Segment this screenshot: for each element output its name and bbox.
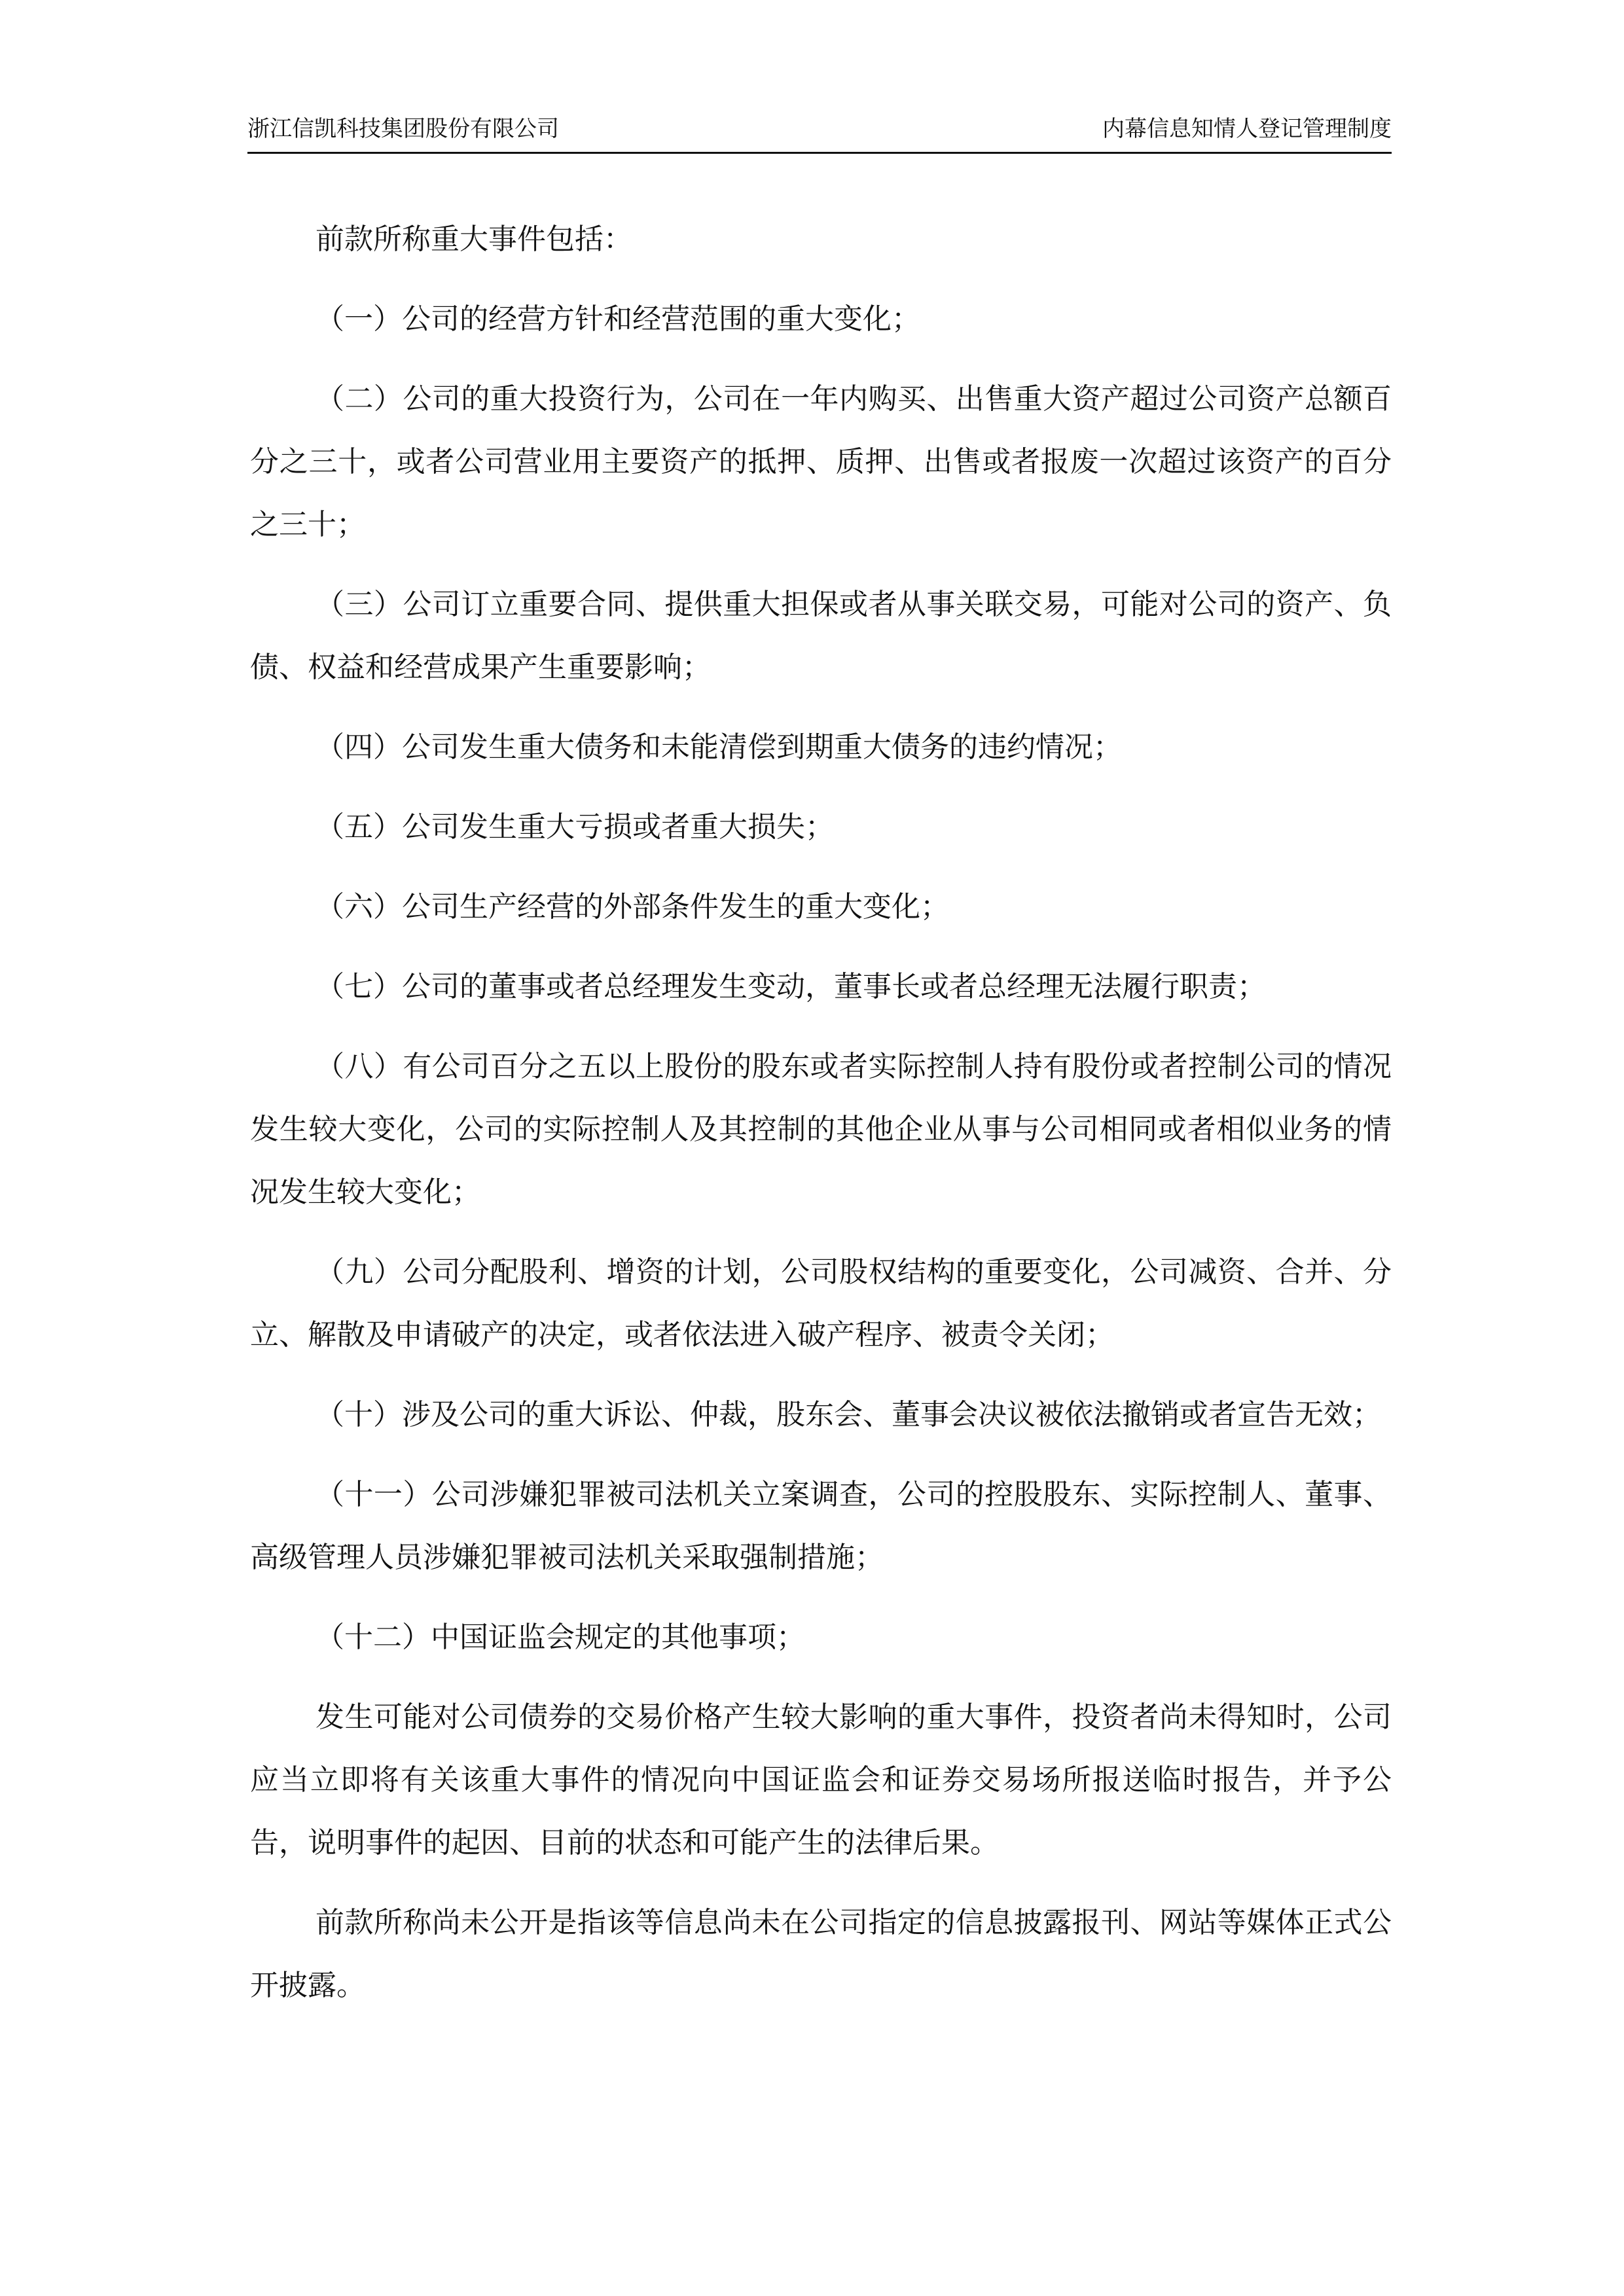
list-item-5: （五）公司发生重大亏损或者重大损失； [316, 810, 834, 844]
list-item-9: （九）公司分配股利、增资的计划，公司股权结构的重要变化，公司减资、合并、分立、解散及申请破产的决定，或者依法进入破产程序、被责令关闭； [250, 1255, 1392, 1352]
header-document-title: 内幕信息知情人登记管理制度 [1102, 116, 1392, 142]
list-item-7: （七）公司的董事或者总经理发生变动，董事长或者总经理无法履行职责； [316, 970, 1266, 1003]
paragraph-bond-events: 发生可能对公司债券的交易价格产生较大影响的重大事件，投资者尚未得知时，公司应当立即将有关该重大事件的情况向中国证监会和证券交易场所报送临时报告，并予公告，说明事件的起因、目前的状态和可能产生的法律后果。 [250, 1700, 1392, 1859]
list-item-3: （三）公司订立重要合同、提供重大担保或者从事关联交易，可能对公司的资产、负债、权益和经营成果产生重要影响； [250, 588, 1392, 684]
list-item-6: （六）公司生产经营的外部条件发生的重大变化； [316, 890, 949, 924]
paragraph-intro: 前款所称重大事件包括： [316, 223, 632, 256]
list-item-10: （十）涉及公司的重大诉讼、仲裁，股东会、董事会决议被依法撤销或者宣告无效； [316, 1398, 1381, 1431]
list-item-4: （四）公司发生重大债务和未能清偿到期重大债务的违约情况； [316, 730, 1122, 764]
list-item-12: （十二）中国证监会规定的其他事项； [316, 1621, 805, 1654]
paragraph-definition-undisclosed: 前款所称尚未公开是指该等信息尚未在公司指定的信息披露报刊、网站等媒体正式公开披露。 [250, 1906, 1392, 2002]
document-body [250, 208, 1392, 2034]
page-header [247, 113, 1392, 154]
list-item-2: （二）公司的重大投资行为，公司在一年内购买、出售重大资产超过公司资产总额百分之三十，或者公司营业用主要资产的抵押、质押、出售或者报废一次超过该资产的百分之三十； [250, 382, 1392, 541]
list-item-8: （八）有公司百分之五以上股份的股东或者实际控制人持有股份或者控制公司的情况发生较大变化，公司的实际控制人及其控制的其他企业从事与公司相同或者相似业务的情况发生较大变化； [250, 1050, 1392, 1209]
list-item-1: （一）公司的经营方针和经营范围的重大变化； [316, 302, 920, 336]
list-item-11: （十一）公司涉嫌犯罪被司法机关立案调查，公司的控股股东、实际控制人、董事、高级管理人员涉嫌犯罪被司法机关采取强制措施； [250, 1478, 1392, 1574]
header-company-name: 浙江信凯科技集团股份有限公司 [247, 116, 559, 142]
